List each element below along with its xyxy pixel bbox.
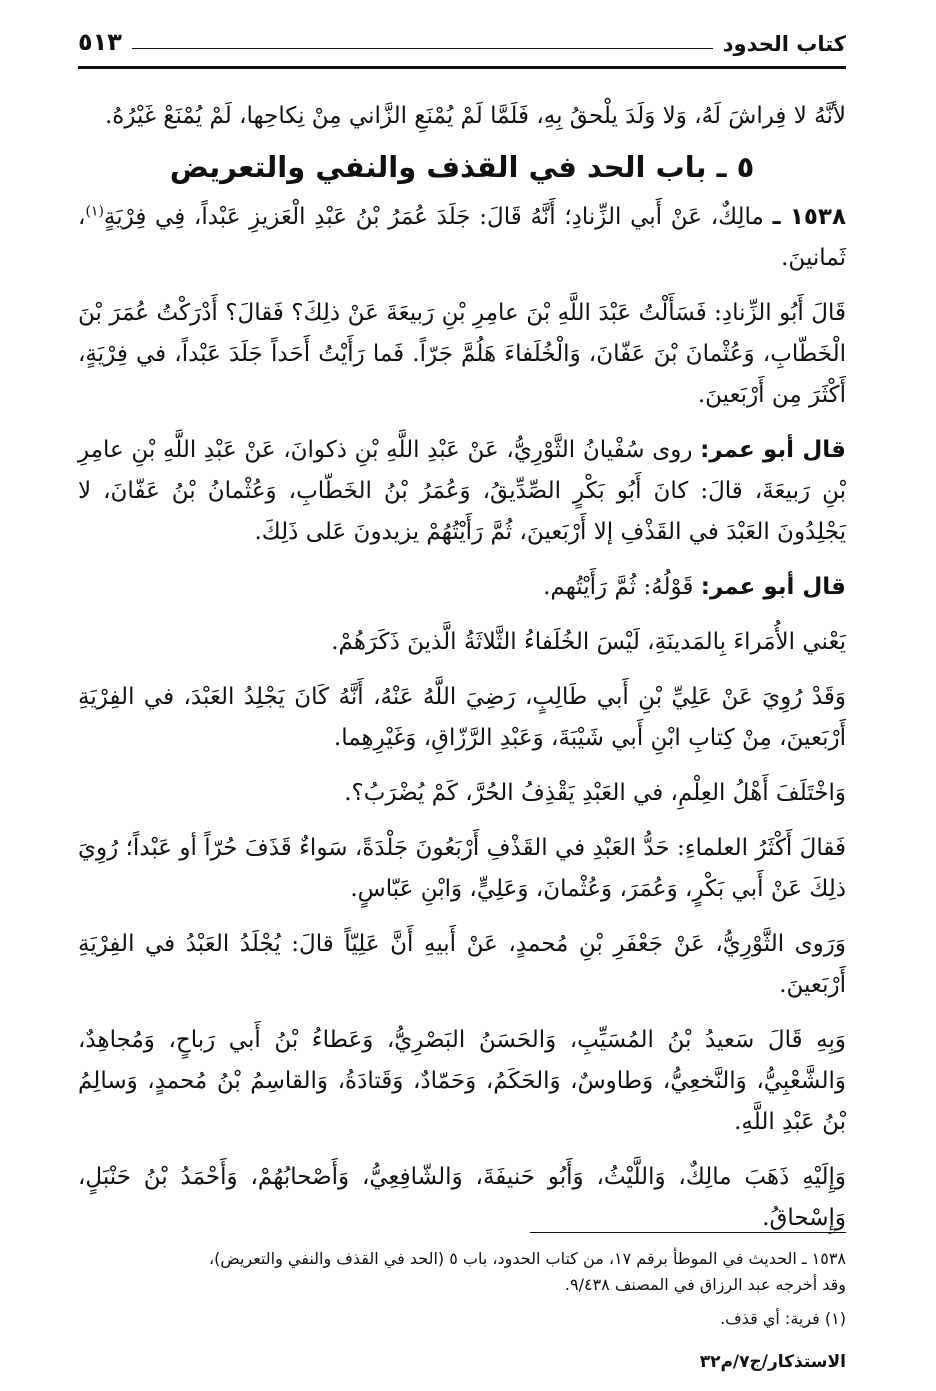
page-header <box>78 22 846 56</box>
paragraph-umara: يَعْني الأُمَراءَ بِالمَدينَةِ، لَيْسَ الخُلَفاءُ الثَّلاثَةُ الَّذينَ ذَكَرَهُمْ. <box>331 629 846 655</box>
header-divider <box>78 66 846 69</box>
hadith-end: ، ثَمانينَ. <box>78 204 846 271</box>
running-title: كتاب الحدود <box>722 32 846 56</box>
paragraph-abu-umar-2 <box>78 567 846 608</box>
chapter-heading: ٥ ـ باب الحد في القذف والنفي والتعريض <box>169 150 755 184</box>
printer-signature: الاستذكار/ج٧/م٣٢ <box>699 1352 846 1372</box>
paragraph-carryover: لأنَّهُ لا فِراشَ لَهُ، وَلا وَلَدَ يلْحقُ بِهِ، فَلَمَّا لَمْ يُمْنَعِ الزَّاني مِنْ نِكاحِها، لَمْ يُمْنَعْ غَيْرُهُ. <box>104 103 846 129</box>
hadith-text: مالِكٌ، عَنْ أَبي الزِّنادِ؛ أَنَّهُ قَالَ: جَلَدَ عُمَرُ بْنُ عَبْدِ الْعَزيزِ عَبْداً، فِي فِرْيَةٍ <box>103 204 773 230</box>
footnote-hadith-cont: وقد أخرجه عبد الرزاق في المصنف ٩/٤٣٨. <box>564 1275 846 1294</box>
paragraph-madhahib: وَإِلَيْهِ ذَهَبَ مالِكٌ، وَاللَّيْثُ، وَأَبُو حَنيفَةَ، وَالشّافِعِيُّ، وَأَصْحابُهُمْ، وَأَحْمَدُ بْنُ حَنْبَلٍ، وَإِسْحاقُ. <box>78 1164 846 1231</box>
footnotes <box>78 1246 846 1332</box>
paragraph-ikhtilaf: وَاخْتَلَفَ أَهْلُ العِلْمِ، في العَبْدِ يَقْذِفُ الحُرَّ، كَمْ يُضْرَبُ؟. <box>344 780 846 806</box>
paragraph-ali: وَقَدْ رُوِيَ عَنْ عَلِيِّ بْنِ أَبي طَالِبٍ، رَضِيَ اللَّهُ عَنْهُ، أَنَّهُ كَانَ يَجْلِدُ العَبْدَ، في الفِرْيَةِ أَرْبَعينَ، مِنْ كِتابِ ابْنِ أَبي شَيْبَةَ، وَعَبْدِ الرَّزّاقِ، وَغَيْرِهِما. <box>78 684 846 751</box>
page-number: ٥١٣ <box>78 28 122 56</box>
speaker-label: قال أبو عمر: <box>700 437 846 463</box>
paragraph-text: روى سُفْيانُ الثَّوْرِيُّ، عَنْ عَبْدِ اللَّهِ بْنِ ذكوانَ، عَنْ عَبْدِ اللَّهِ بْنِ عامِرِ بْنِ رَبيعَةَ، قالَ: كانَ أَبُو بَكْرٍ الصِّدِّيقُ، وَعُمَرُ بْنُ الخَطّابِ، وَعُثْمانُ بْنُ عَفّانَ، لا يَجْلِدُونَ العَبْدَ في القَذْفِ إلا أَرْبَعينَ، ثُمَّ رَأَيْتُهُمْ يزيدونَ عَلى ذَلِكَ. <box>78 437 846 545</box>
speaker-label: قال أبو عمر: <box>700 574 846 600</box>
footnote-marker: (١) <box>85 203 104 220</box>
paragraph-majority: فَقالَ أَكْثَرُ العلماءِ: حَدُّ العَبْدِ في القَذْفِ أَرْبَعُونَ جَلْدَةً، سَواءٌ قَذَفَ حُرّاً أو عَبْداً؛ رُوِيَ ذلِكَ عَنْ أَبي بَكْرٍ، وَعُمَرَ، وَعُثْمانَ، وَعَلِيٍّ، وَابْنِ عَبّاسٍ. <box>78 835 846 902</box>
hadith-number: ١٥٣٨ ـ <box>772 204 846 230</box>
footnote-divider <box>530 1232 846 1233</box>
paragraph-abu-zinad: قَالَ أَبُو الزِّنادِ: فَسَأَلْتُ عَبْدَ اللَّهِ بْنَ عامِرِ بْنِ رَبيعَةَ عَنْ ذلِكَ؟ فَقالَ؟ أَدْرَكْتُ عُمَرَ بْنَ الْخَطّابِ، وَعُثْمانَ بْنَ عَفّانَ، وَالْخُلَفاءَ هَلُمَّ جَرّاً. فَما رَأَيْتُ أَحَداً جَلَدَ عَبْداً، في فِرْيَةٍ، أَكْثَرَ مِن أَرْبَعينَ. <box>78 300 846 408</box>
paragraph-text: قَوْلُهُ: ثُمَّ رَأَيْتُهم. <box>543 574 701 600</box>
paragraph-tabiun: وَبِهِ قَالَ سَعيدُ بْنُ المُسَيِّبِ، وَالحَسَنُ البَصْرِيُّ، وَعَطاءُ بْنُ أَبي رَباحٍ، وَمُجاهِدٌ، وَالشَّعْبِيُّ، وَالنَّخعِيُّ، وَطاوسٌ، وَالحَكَمُ، وَحَمّادٌ، وَقَتادَةُ، وَالقاسِمُ بْنُ مُحمدٍ، وَسالِمُ بْنُ عَبْدِ اللَّهِ. <box>78 1027 846 1135</box>
footnote-1: (١) فرية: أي قذف. <box>720 1309 846 1328</box>
paragraph-thawri: وَرَوى الثَّوْرِيُّ، عَنْ جَعْفَرِ بْنِ مُحمدٍ، عَنْ أَبيهِ أَنَّ عَلِيّاً قالَ: يُجْلَدُ العَبْدُ في الفِرْيَةِ أَرْبَعينَ. <box>78 931 846 998</box>
main-text <box>78 96 846 1253</box>
paragraph-hadith <box>78 197 846 279</box>
header-rule <box>132 48 713 49</box>
footnote-hadith: ١٥٣٨ ـ الحديث في الموطأ برقم ١٧، من كتاب الحدود، باب ٥ (الحد في القذف والنفي والتعريض)، <box>208 1249 846 1268</box>
paragraph-abu-umar-1 <box>78 430 846 553</box>
